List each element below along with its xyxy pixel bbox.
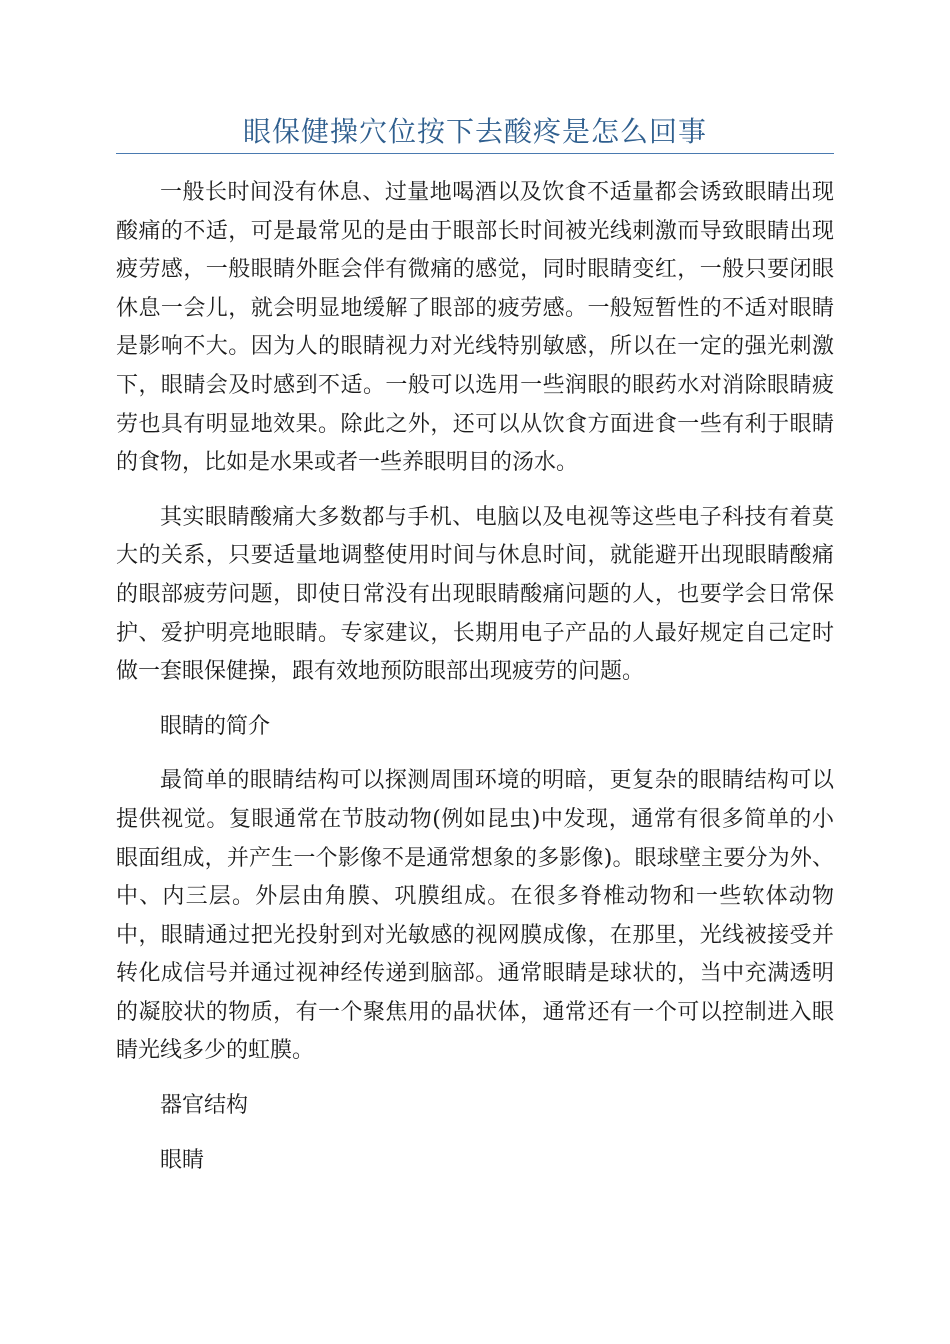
paragraph-electronics: 其实眼睛酸痛大多数都与手机、电脑以及电视等这些电子科技有着莫大的关系，只要适量地调整使用时间与休息时间，就能避开出现眼睛酸痛的眼部疲劳问题，即使日常没有出现眼睛酸痛问题的人，也要学会日常保护、爱护明亮地眼睛。专家建议，长期用电子产品的人最好规定自己定时做一套眼保健操，跟有效地预防眼部出现疲劳的问题。 — [116, 504, 834, 685]
paragraph-eye-structure: 最简单的眼睛结构可以探测周围环境的明暗，更复杂的眼睛结构可以提供视觉。复眼通常在节肢动物(例如昆虫)中发现，通常有很多简单的小眼面组成，并产生一个影像不是通常想象的多影像)。眼球壁主要分为外、中、内三层。外层由角膜、巩膜组成。在很多脊椎动物和一些软体动物中，眼睛通过把光投射到对光敏感的视网膜成像，在那里，光线被接受并转化成信号并通过视神经传递到脑部。通常眼睛是球状的，当中充满透明的凝胶状的物质，有一个聚焦用的晶状体，通常还有一个可以控制进入眼睛光线多少的虹膜。 — [116, 768, 834, 1064]
section-heading-organ-structure: 器官结构 — [160, 1093, 249, 1119]
title-underline — [116, 153, 834, 154]
section-heading-eye-intro: 眼睛的简介 — [160, 713, 271, 739]
document-title: 眼保健操穴位按下去酸疼是怎么回事 — [242, 115, 707, 148]
paragraph-fatigue-causes: 一般长时间没有休息、过量地喝酒以及饮食不适量都会诱致眼睛出现酸痛的不适，可是最常见的是由于眼部长时间被光线刺激而导致眼睛出现疲劳感，一般眼睛外眶会伴有微痛的感觉，同时眼睛变红，一般只要闭眼休息一会儿，就会明显地缓解了眼部的疲劳感。一般短暂性的不适对眼睛是影响不大。因为人的眼睛视力对光线特别敏感，所以在一定的强光刺激下，眼睛会及时感到不适。一般可以选用一些润眼的眼药水对消除眼睛疲劳也具有明显地效果。除此之外，还可以从饮食方面进食一些有利于眼睛的食物，比如是水果或者一些养眼明目的汤水。 — [116, 180, 834, 476]
section-heading-eye: 眼睛 — [160, 1147, 205, 1173]
document-body — [116, 174, 834, 1196]
